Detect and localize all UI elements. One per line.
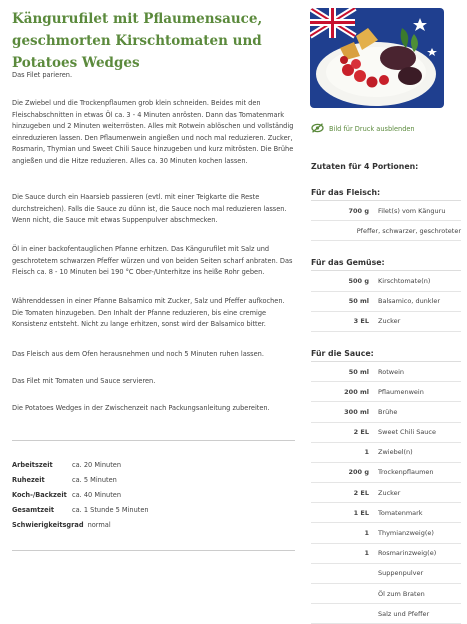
ingredient-row: [311, 463, 461, 483]
ingredient-row: [311, 523, 461, 543]
ingredient-amount: 50 ml: [348, 367, 369, 376]
servings-label: Zutaten für 4 Portionen:: [311, 162, 419, 171]
instruction-paragraph: Die Potatoes Wedges in der Zwischenzeit nach Packungsanleitung zubereiten.: [12, 404, 270, 412]
ingredient-name: Balsamico, dunkler: [378, 297, 441, 306]
ingredient-group-title: Für die Sauce:: [311, 346, 461, 362]
ingredient-name: Thymianzweig(e): [378, 529, 434, 538]
instruction-paragraph: Die Zwiebel und die Trockenpflaumen grob klein schneiden. Beides mit den Fleischabschnitten in etwas Öl ca. 3 - 4 Minuten anrösten. Dann das Tomatenmark hinzugeben und 2 Minuten weiterrösten. Alles mit Rotwein ablöschen und vollständig einreduzieren lassen. Den Pflaumenwein angießen und noch mal reduzieren. Zucker, Rosmarin, Thymian und Sweet Chili Sauce hinzugeben und kurz mitrösten. Die Brühe angießen und die Hitze reduzieren. Alles ca. 30 Minuten kochen lassen.: [12, 99, 294, 165]
instruction-paragraph: Das Fleisch aus dem Ofen herausnehmen und noch 5 Minuten ruhen lassen.: [12, 350, 264, 358]
meta-cooking-time: Koch-/Backzeit ca. 40 Minuten: [12, 491, 122, 499]
instruction-paragraph: Öl in einer backofentauglichen Pfanne erhitzen. Das Kängurufilet mit Salz und geschrotetem schwarzen Pfeffer würzen und von beiden Seiten scharf anbraten. Das Fleisch ca. 8 - 10 Minuten bei 190 °C Ober-/Unterhitze ins heiße Rohr geben.: [12, 245, 293, 277]
instruction-paragraph: Die Sauce durch ein Haarsieb passieren (evtl. mit einer Teigkarte die Reste durchstreichen). Falls die Sauce zu dünn ist, die Sauce noch mal reduzieren lassen. Wenn nicht, die Sauce mit etwas Suppenpulver abschmecken.: [12, 193, 287, 225]
ingredient-amount: 1: [364, 448, 369, 457]
ingredient-name: Zucker: [378, 488, 401, 497]
ingredient-row: [311, 503, 461, 523]
ingredient-row: [311, 362, 461, 382]
ingredient-row: [311, 382, 461, 402]
ingredients-panel: [311, 162, 461, 624]
ingredient-amount: 300 ml: [344, 407, 369, 416]
instruction-paragraph: Währenddessen in einer Pfanne Balsamico mit Zucker, Salz und Pfeffer aufkochen. Die Tomaten hinzugeben. Den Inhalt der Pfanne reduzieren, bis eine cremige Konsistenz entsteht. Nicht zu lange erhitzen, sonst wird der Balsamico bitter.: [12, 297, 285, 329]
ingredient-name: Öl zum Braten: [378, 589, 425, 598]
ingredient-row: [311, 483, 461, 503]
ingredient-group-title: Für das Fleisch:: [311, 185, 461, 201]
ingredient-amount: 200 g: [348, 468, 369, 477]
ingredient-name: Suppenpulver: [378, 569, 424, 578]
ingredient-group: [311, 346, 461, 624]
ingredient-name: Kirschtomate(n): [378, 276, 431, 285]
ingredient-groups: [311, 185, 461, 624]
ingredient-name: Zucker: [378, 317, 401, 326]
ingredient-amount: 1: [364, 549, 369, 558]
ingredient-name: Pfeffer, schwarzer, geschroteter: [356, 226, 461, 235]
ingredient-row: [311, 402, 461, 422]
ingredient-row: [311, 564, 461, 584]
recipe-photo: [310, 8, 444, 108]
meta-working-time: Arbeitszeit ca. 20 Minuten: [12, 461, 122, 469]
ingredient-amount: 500 g: [348, 276, 369, 285]
divider: [12, 550, 295, 551]
ingredient-row: [311, 604, 461, 624]
hide-image-label: Bild für Druck ausblenden: [329, 125, 415, 133]
ingredient-name: Brühe: [378, 407, 398, 416]
ingredient-name: Trockenpflaumen: [378, 468, 434, 477]
ingredient-group-title: Für das Gemüse:: [311, 255, 461, 271]
ingredient-row: [311, 312, 461, 332]
ingredient-row: [311, 443, 461, 463]
ingredient-row: [311, 221, 461, 241]
ingredient-name: Salz und Pfeffer: [378, 609, 430, 618]
ingredient-name: Filet(s) vom Känguru: [378, 206, 446, 215]
instruction-paragraph: Das Filet parieren.: [12, 71, 73, 79]
divider: [12, 440, 295, 441]
ingredient-name: Rotwein: [378, 367, 404, 376]
ingredient-amount: 2 EL: [353, 488, 369, 497]
eye-slash-icon: [311, 123, 324, 135]
ingredient-name: Rosmarinzweig(e): [378, 549, 437, 558]
ingredient-row: [311, 292, 461, 312]
ingredient-row: [311, 271, 461, 291]
ingredient-amount: 50 ml: [348, 297, 369, 306]
ingredient-amount: 1: [364, 529, 369, 538]
ingredient-amount: 700 g: [348, 206, 369, 215]
recipe-meta: [12, 458, 149, 533]
ingredient-name: Tomatenmark: [378, 508, 423, 517]
ingredient-name: Zwiebel(n): [378, 448, 413, 457]
ingredient-amount: 200 ml: [344, 387, 369, 396]
meta-difficulty: Schwierigkeitsgrad normal: [12, 521, 111, 529]
recipe-title: Kängurufilet mit Pflaumensauce, geschmorten Kirschtomaten und Potatoes Wedges: [12, 11, 263, 71]
ingredient-amount: 3 EL: [353, 317, 369, 326]
instruction-paragraph: Das Filet mit Tomaten und Sauce servieren.: [12, 377, 156, 385]
hide-image-for-print-toggle[interactable]: [311, 123, 415, 135]
ingredient-group: [311, 255, 461, 332]
ingredient-name: Sweet Chili Sauce: [378, 428, 436, 437]
ingredient-row: [311, 201, 461, 221]
meta-total-time: Gesamtzeit ca. 1 Stunde 5 Minuten: [12, 506, 149, 514]
ingredient-row: [311, 423, 461, 443]
ingredient-amount: 1 EL: [353, 508, 369, 517]
ingredient-row: [311, 584, 461, 604]
meta-rest-time: Ruhezeit ca. 5 Minuten: [12, 476, 117, 484]
ingredient-amount: 2 EL: [353, 428, 369, 437]
ingredient-name: Pflaumenwein: [378, 387, 424, 396]
ingredient-row: [311, 544, 461, 564]
ingredient-group: [311, 185, 461, 241]
